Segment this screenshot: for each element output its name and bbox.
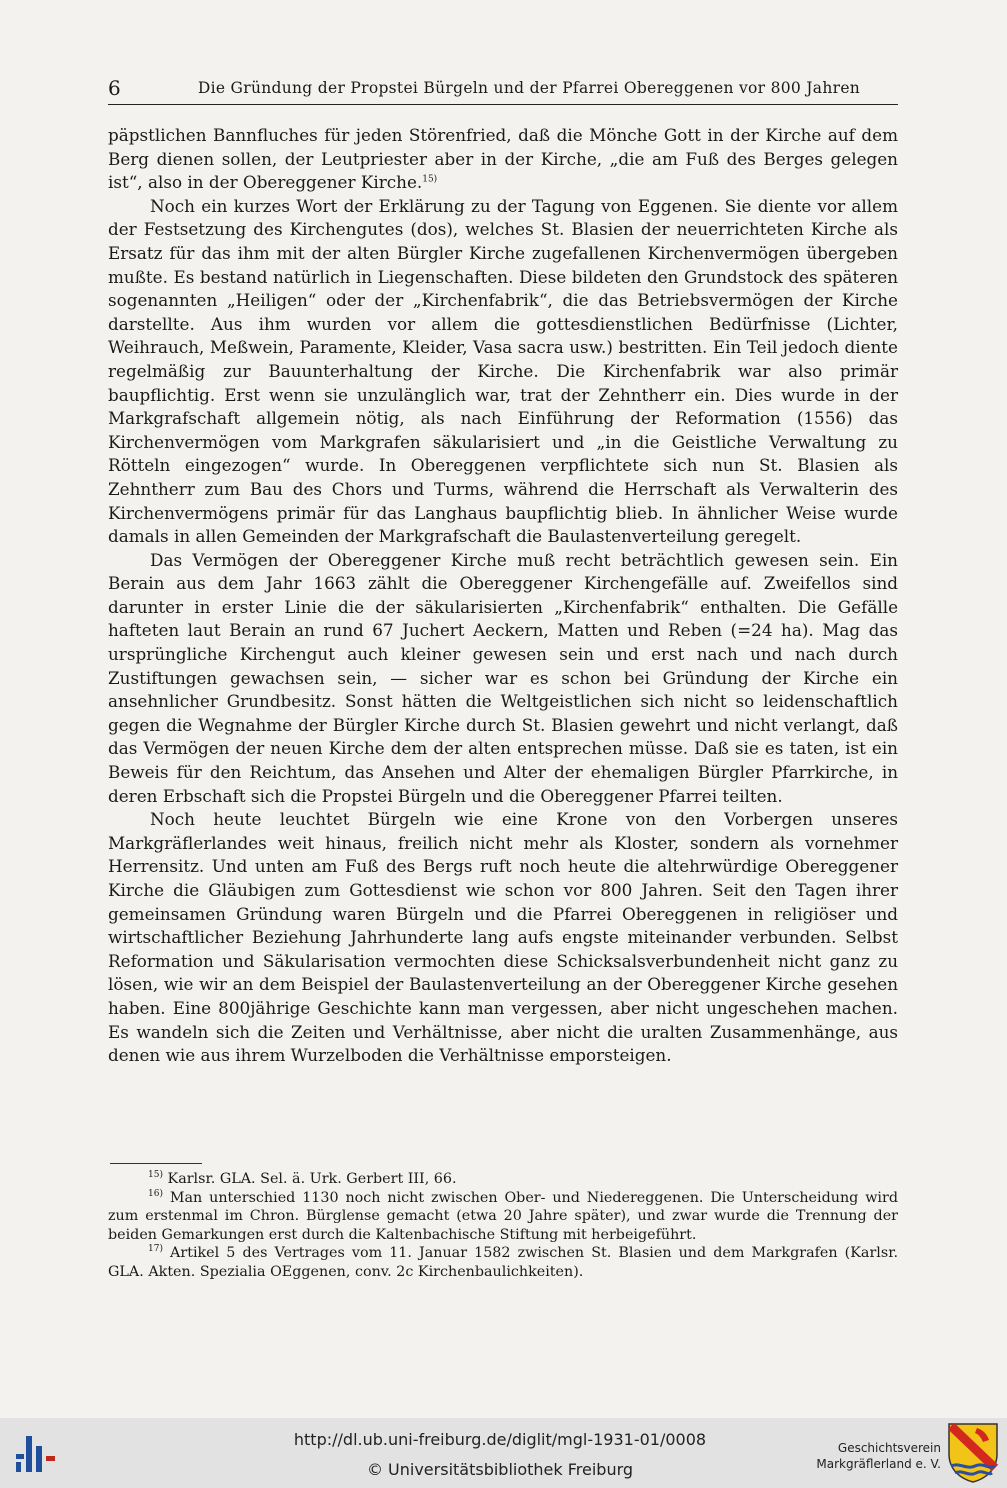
paragraph-2: Noch ein kurzes Wort der Erklärung zu der Tagung von Eggenen. Sie diente vor allem der Festsetzung des Kirchengutes (dos), welches St. Blasien der neuerrichteten Kirche als Ersatz für das ihm mit der alten Bürgler Kirche zugefallenen Kirchenvermögen übergeben mußte. Es bestand natürlich in Liegenschaften. Diese bildeten den Grundstock des späteren sogenannten „Heiligen“ oder der „Kirchenfabrik“, die das Betriebsvermögen der Kirche darstellte. Aus ihm wurden vor allem die gottesdienstlichen Bedürfnisse (Lichter, Weihrauch, Meßwein, Paramente, Kleider, Vasa sacra usw.) bestritten. Ein Teil jedoch diente regelmäßig zur Bauunterhaltung der Kirche. Die Kirchenfabrik war also primär baupflichtig. Erst wenn sie unzulänglich war, trat der Zehntherr ein. Dies wurde in der Markgrafschaft allgemein nötig, als nach Einführung der Reformation (1556) das Kirchenvermögen vom Markgrafen säkularisiert und „in die Geistliche Verwaltung zu Rötteln eingezogen“ wurde. In Obereggenen verpflichtete sich nun St. Blasien als Zehntherr zum Bau des Chors und Turms, während die Herrschaft als Verwalterin des Kirchenvermögens primär für das Langhaus baupflichtig blieb. In ähnlicher Weise wurde damals in allen Gemeinden der Markgrafschaft die Baulastenverteilung geregelt. [108, 195, 898, 547]
footnote-rule [110, 1163, 202, 1164]
footnote-16 [108, 1189, 898, 1245]
footnotes [108, 1170, 898, 1282]
footer-bar [0, 1418, 1007, 1488]
paragraph-1-text: päpstlichen Bannfluches für jeden Störenfried, daß die Mönche Gott in der Kirche auf dem Berg dienen sollen, der Leutpriester aber in der Kirche, „die am Fuß des Berges gelegen ist“, also in der Obereggener Kirche. [108, 125, 898, 193]
society-name [816, 1440, 941, 1472]
source-url-link[interactable]: http://dl.ub.uni-freiburg.de/diglit/mgl-1931-01/0008 [293, 1430, 707, 1449]
society-line-2: Markgräflerland e. V. [816, 1457, 941, 1471]
footnote-mark: 17) [148, 1244, 163, 1255]
coat-of-arms-icon [947, 1422, 999, 1484]
copyright-notice: © Universitätsbibliothek Freiburg [366, 1460, 634, 1479]
footnote-text: Karlsr. GLA. Sel. ä. Urk. Gerbert III, 66. [167, 1171, 457, 1187]
paragraph-1 [108, 124, 898, 195]
footnote-text: Artikel 5 des Vertrages vom 11. Januar 1582 zwischen St. Blasien und dem Markgrafen (Karlsr. GLA. Akten. Spezialia OEggenen, conv. 2c Kirchenbaulichkeiten). [108, 1245, 899, 1280]
running-title: Die Gründung der Propstei Bürgeln und der Pfarrei Obereggenen vor 800 Jahren [197, 79, 861, 97]
body-text [108, 124, 898, 1068]
note-ref-15: 15) [422, 174, 438, 185]
footnote-mark: 16) [148, 1188, 163, 1199]
footnote-15 [108, 1170, 898, 1189]
page-header [108, 74, 898, 105]
page-number: 6 [108, 76, 121, 100]
footnote-text: Man unterschied 1130 noch nicht zwischen Ober- und Niedereggenen. Die Unterscheidung wird zum erstenmal im Chron. Bürglense gemacht (etwa 20 Jahre später), und zwar wurde die Trennung der beiden Gemarkungen erst durch die Kaltenbachische Stiftung mit herbeigeführt. [108, 1189, 898, 1243]
paragraph-3: Das Vermögen der Obereggener Kirche muß recht beträchtlich gewesen sein. Ein Berain aus dem Jahr 1663 zählt die Obereggener Kirchengefälle auf. Zweifellos sind darunter in erster Linie die der säkularisierten „Kirchenfabrik“ enthalten. Die Gefälle hafteten laut Berain an rund 67 Juchert Aeckern, Matten und Reben (=24 ha). Mag das ursprüngliche Kirchengut auch kleiner gewesen sein und erst nach und nach durch Zustiftungen gewachsen sein, — sicher war es schon bei Gründung der Kirche ein ansehnlicher Grundbesitz. Sonst hätten die Weltgeistlichen sich nicht so leidenschaftlich gegen die Wegnahme der Bürgler Kirche durch St. Blasien gewehrt und nicht verlangt, daß das Vermögen der neuen Kirche dem der alten entsprechen müsse. Daß sie es taten, ist ein Beweis für den Reichtum, das Ansehen und Alter der ehemaligen Bürgler Pfarrkirche, in deren Erbschaft sich die Propstei Bürgeln und die Obereggener Pfarrei teilten. [108, 549, 898, 806]
society-line-1: Geschichtsverein [837, 1441, 941, 1455]
footnote-mark: 15) [148, 1170, 163, 1181]
footnote-17 [108, 1244, 898, 1281]
paragraph-4: Noch heute leuchtet Bürgeln wie eine Krone von den Vorbergen unseres Markgräflerlandes weit hinaus, freilich nicht mehr als Kloster, sondern als vornehmer Herrensitz. Und unten am Fuß des Bergs ruft noch heute die altehrwürdige Obereggener Kirche die Gläubigen zum Gottesdienst wie schon vor 800 Jahren. Seit den Tagen ihrer gemeinsamen Gründung waren Bürgeln und die Pfarrei Obereggenen in religiöser und wirtschaftlicher Beziehung Jahrhunderte lang aufs engste miteinander verbunden. Selbst Reformation und Säkularisation vermochten diese Schicksalsverbundenheit nicht ganz zu lösen, wie wir an dem Beispiel der Baulastenverteilung an der Obereggener Kirche gesehen haben. Eine 800jährige Geschichte kann man vergessen, aber nicht ungeschehen machen. Es wandeln sich die Zeiten und Verhältnisse, aber nicht die uralten Zusammenhänge, aus denen wie aus ihrem Wurzelboden die Verhältnisse emporsteigen. [108, 809, 898, 1066]
university-library-logo [14, 1432, 58, 1476]
